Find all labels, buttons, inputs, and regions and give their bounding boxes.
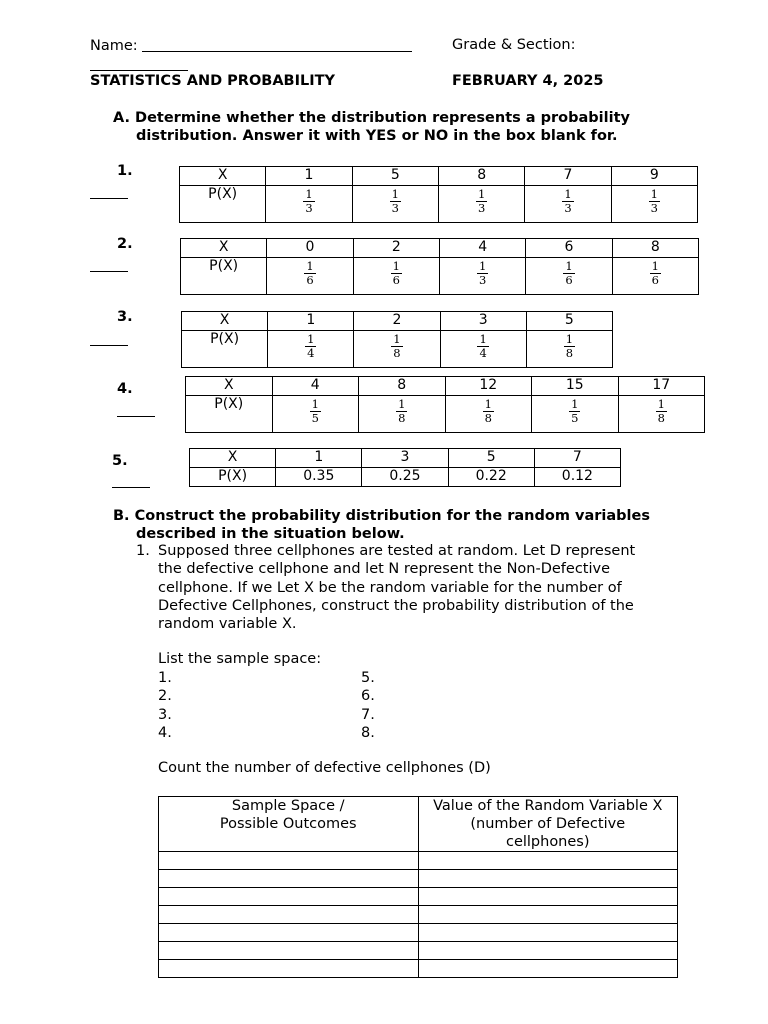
fraction-numerator: 1 bbox=[392, 259, 400, 273]
outcome-cell[interactable] bbox=[159, 888, 419, 906]
outcomes-table bbox=[158, 796, 678, 978]
x-value-cell: 15 bbox=[532, 377, 619, 396]
x-label-cell: X bbox=[180, 167, 266, 186]
sample-space-list-right bbox=[361, 669, 375, 742]
list-item: 1. bbox=[158, 670, 172, 686]
header-line: cellphones) bbox=[505, 834, 590, 850]
table-row bbox=[159, 942, 678, 960]
p-value-cell bbox=[532, 396, 619, 433]
x-value-cell: 0 bbox=[267, 239, 353, 258]
fraction-denominator: 8 bbox=[393, 346, 401, 360]
x-value-cell: 7 bbox=[525, 167, 611, 186]
fraction-denominator: 3 bbox=[305, 201, 313, 215]
distribution-table-2 bbox=[180, 238, 699, 295]
x-value-cell: 4 bbox=[272, 377, 359, 396]
distribution-table-3 bbox=[181, 311, 613, 368]
section-a-heading-line2: distribution. Answer it with YES or NO in the box blank for. bbox=[136, 128, 618, 144]
x-value-cell: 17 bbox=[618, 377, 705, 396]
header-line: Possible Outcomes bbox=[219, 816, 357, 832]
outcome-cell[interactable] bbox=[159, 852, 419, 870]
fraction-numerator: 1 bbox=[571, 397, 579, 411]
answer-blank[interactable] bbox=[90, 186, 128, 199]
name-label-row bbox=[90, 37, 412, 54]
header-line: Value of the Random Variable X bbox=[433, 798, 663, 814]
grade-section-blank[interactable] bbox=[90, 60, 188, 71]
x-value-cell: 8 bbox=[612, 239, 698, 258]
outcome-cell[interactable] bbox=[159, 870, 419, 888]
p-label-cell: P(X) bbox=[190, 468, 276, 487]
section-a-heading-line1: A. Determine whether the distribution represents a probability bbox=[113, 110, 630, 126]
table-row bbox=[159, 870, 678, 888]
fraction-numerator: 1 bbox=[477, 187, 486, 201]
fraction-denominator: 6 bbox=[565, 273, 573, 287]
distribution-table-4 bbox=[185, 376, 705, 433]
value-cell[interactable] bbox=[418, 870, 678, 888]
x-value-cell: 4 bbox=[439, 239, 525, 258]
fraction-numerator: 1 bbox=[311, 397, 319, 411]
p-value-cell bbox=[267, 258, 353, 295]
x-label-cell: X bbox=[186, 377, 273, 396]
distribution-table-5 bbox=[189, 448, 621, 487]
item-number: 5. bbox=[112, 453, 128, 469]
p-value-cell bbox=[526, 331, 612, 368]
value-cell[interactable] bbox=[418, 942, 678, 960]
p-value-cell bbox=[526, 258, 612, 295]
value-cell[interactable] bbox=[418, 924, 678, 942]
p-value-cell bbox=[611, 186, 697, 223]
fraction-denominator: 8 bbox=[398, 411, 406, 425]
outcome-cell[interactable] bbox=[159, 924, 419, 942]
list-item: 3. bbox=[158, 706, 172, 723]
x-value-cell: 6 bbox=[526, 239, 612, 258]
table-row bbox=[159, 852, 678, 870]
p-value-cell bbox=[266, 186, 352, 223]
p-value-cell: 0.25 bbox=[362, 468, 448, 487]
item-number: 2. bbox=[117, 236, 133, 252]
fraction-denominator: 8 bbox=[565, 346, 574, 360]
p-value-cell bbox=[353, 258, 439, 295]
fraction-numerator: 1 bbox=[565, 259, 573, 273]
x-value-cell: 9 bbox=[611, 167, 697, 186]
x-value-cell: 2 bbox=[354, 312, 440, 331]
fraction-numerator: 1 bbox=[478, 259, 487, 273]
item-number: 1. bbox=[117, 163, 133, 179]
outcome-cell[interactable] bbox=[159, 906, 419, 924]
fraction-denominator: 3 bbox=[391, 201, 399, 215]
x-value-cell: 8 bbox=[438, 167, 524, 186]
subject-title: STATISTICS AND PROBABILITY bbox=[90, 73, 336, 89]
fraction-denominator: 6 bbox=[651, 273, 659, 287]
fraction-denominator: 5 bbox=[571, 411, 579, 425]
section-a-heading bbox=[113, 109, 630, 145]
list-item: 8. bbox=[361, 724, 375, 741]
fraction-denominator: 3 bbox=[478, 273, 487, 287]
answer-blank[interactable] bbox=[90, 259, 128, 272]
p-label-cell: P(X) bbox=[180, 186, 266, 223]
table-header-random-variable bbox=[418, 797, 678, 852]
outcome-cell[interactable] bbox=[159, 942, 419, 960]
problem-paragraph bbox=[158, 542, 688, 633]
fraction-numerator: 1 bbox=[306, 259, 314, 273]
x-value-cell: 2 bbox=[353, 239, 439, 258]
p-value-cell: 0.22 bbox=[448, 468, 534, 487]
fraction-denominator: 8 bbox=[657, 411, 665, 425]
p-label-cell: P(X) bbox=[182, 331, 268, 368]
fraction-numerator: 1 bbox=[650, 187, 658, 201]
list-item: 7. bbox=[361, 706, 375, 723]
p-label-cell: P(X) bbox=[186, 396, 273, 433]
p-value-cell: 0.35 bbox=[276, 468, 362, 487]
p-value-cell bbox=[439, 258, 525, 295]
fraction-numerator: 1 bbox=[479, 332, 487, 346]
x-value-cell: 5 bbox=[448, 449, 534, 468]
fraction-denominator: 5 bbox=[311, 411, 319, 425]
table-row bbox=[159, 888, 678, 906]
section-b-heading-line2: described in the situation below. bbox=[136, 526, 405, 542]
p-value-cell bbox=[438, 186, 524, 223]
x-value-cell: 5 bbox=[526, 312, 612, 331]
table-header-sample-space bbox=[159, 797, 419, 852]
p-value-cell bbox=[440, 331, 526, 368]
p-value-cell bbox=[359, 396, 446, 433]
section-b-heading-line1: B. Construct the probability distribution for the random variables bbox=[113, 508, 650, 524]
list-item: 4. bbox=[158, 724, 172, 741]
fraction-denominator: 6 bbox=[392, 273, 400, 287]
x-label-cell: X bbox=[182, 312, 268, 331]
item-number: 3. bbox=[117, 309, 133, 325]
paragraph-line: the defective cellphone and let N represent the Non-Defective bbox=[158, 561, 611, 578]
p-value-cell bbox=[272, 396, 359, 433]
sample-space-list-left bbox=[158, 669, 172, 742]
fraction-denominator: 4 bbox=[307, 346, 315, 360]
fraction-denominator: 3 bbox=[477, 201, 486, 215]
fraction-numerator: 1 bbox=[484, 397, 492, 411]
table-row bbox=[159, 960, 678, 978]
section-b-heading bbox=[113, 507, 650, 543]
header-line: Sample Space / bbox=[231, 798, 345, 814]
x-value-cell: 5 bbox=[352, 167, 438, 186]
table-row bbox=[159, 906, 678, 924]
fraction-denominator: 8 bbox=[484, 411, 492, 425]
sample-space-label: List the sample space: bbox=[158, 651, 322, 667]
answer-blank[interactable] bbox=[117, 404, 155, 417]
answer-blank[interactable] bbox=[112, 475, 150, 488]
p-value-cell: 0.12 bbox=[534, 468, 620, 487]
value-cell[interactable] bbox=[418, 906, 678, 924]
x-value-cell: 1 bbox=[276, 449, 362, 468]
header-line: (number of Defective bbox=[470, 816, 626, 832]
section-b-item-number: 1. bbox=[136, 543, 150, 559]
p-value-cell bbox=[612, 258, 698, 295]
distribution-table-1 bbox=[179, 166, 698, 223]
value-cell[interactable] bbox=[418, 960, 678, 978]
paragraph-line: Defective Cellphones, construct the probability distribution of the bbox=[158, 597, 634, 614]
fraction-numerator: 1 bbox=[651, 259, 659, 273]
x-value-cell: 8 bbox=[359, 377, 446, 396]
paragraph-line: cellphone. If we Let X be the random variable for the number of bbox=[158, 579, 622, 596]
fraction-numerator: 1 bbox=[391, 187, 399, 201]
x-value-cell: 3 bbox=[440, 312, 526, 331]
list-item: 6. bbox=[361, 688, 375, 705]
fraction-denominator: 6 bbox=[306, 273, 314, 287]
date-text: FEBRUARY 4, 2025 bbox=[452, 73, 604, 89]
fraction-numerator: 1 bbox=[305, 187, 313, 201]
p-value-cell bbox=[354, 331, 440, 368]
p-value-cell bbox=[352, 186, 438, 223]
fraction-numerator: 1 bbox=[657, 397, 665, 411]
fraction-denominator: 3 bbox=[564, 201, 572, 215]
x-value-cell: 3 bbox=[362, 449, 448, 468]
x-label-cell: X bbox=[190, 449, 276, 468]
count-label: Count the number of defective cellphones (D) bbox=[158, 760, 491, 776]
fraction-numerator: 1 bbox=[307, 332, 315, 346]
answer-blank[interactable] bbox=[90, 333, 128, 346]
x-value-cell: 7 bbox=[534, 449, 620, 468]
x-value-cell: 1 bbox=[266, 167, 352, 186]
item-number: 4. bbox=[117, 381, 133, 397]
x-value-cell: 1 bbox=[268, 312, 354, 331]
fraction-numerator: 1 bbox=[565, 332, 574, 346]
value-cell[interactable] bbox=[418, 852, 678, 870]
fraction-denominator: 4 bbox=[479, 346, 487, 360]
fraction-numerator: 1 bbox=[398, 397, 406, 411]
paragraph-line: random variable X. bbox=[158, 616, 297, 633]
outcome-cell[interactable] bbox=[159, 960, 419, 978]
list-item: 2. bbox=[158, 688, 172, 705]
p-value-cell bbox=[618, 396, 705, 433]
table-row bbox=[159, 924, 678, 942]
x-value-cell: 12 bbox=[445, 377, 532, 396]
grade-section-label: Grade & Section: bbox=[452, 37, 576, 53]
name-label: Name: bbox=[90, 38, 138, 54]
x-label-cell: X bbox=[181, 239, 267, 258]
fraction-denominator: 3 bbox=[650, 201, 658, 215]
p-value-cell bbox=[268, 331, 354, 368]
list-item: 5. bbox=[361, 670, 375, 686]
paragraph-line: Supposed three cellphones are tested at random. Let D represent bbox=[158, 543, 636, 559]
p-value-cell bbox=[445, 396, 532, 433]
name-blank[interactable] bbox=[142, 37, 412, 52]
value-cell[interactable] bbox=[418, 888, 678, 906]
fraction-numerator: 1 bbox=[564, 187, 572, 201]
p-label-cell: P(X) bbox=[181, 258, 267, 295]
fraction-numerator: 1 bbox=[393, 332, 401, 346]
p-value-cell bbox=[525, 186, 611, 223]
